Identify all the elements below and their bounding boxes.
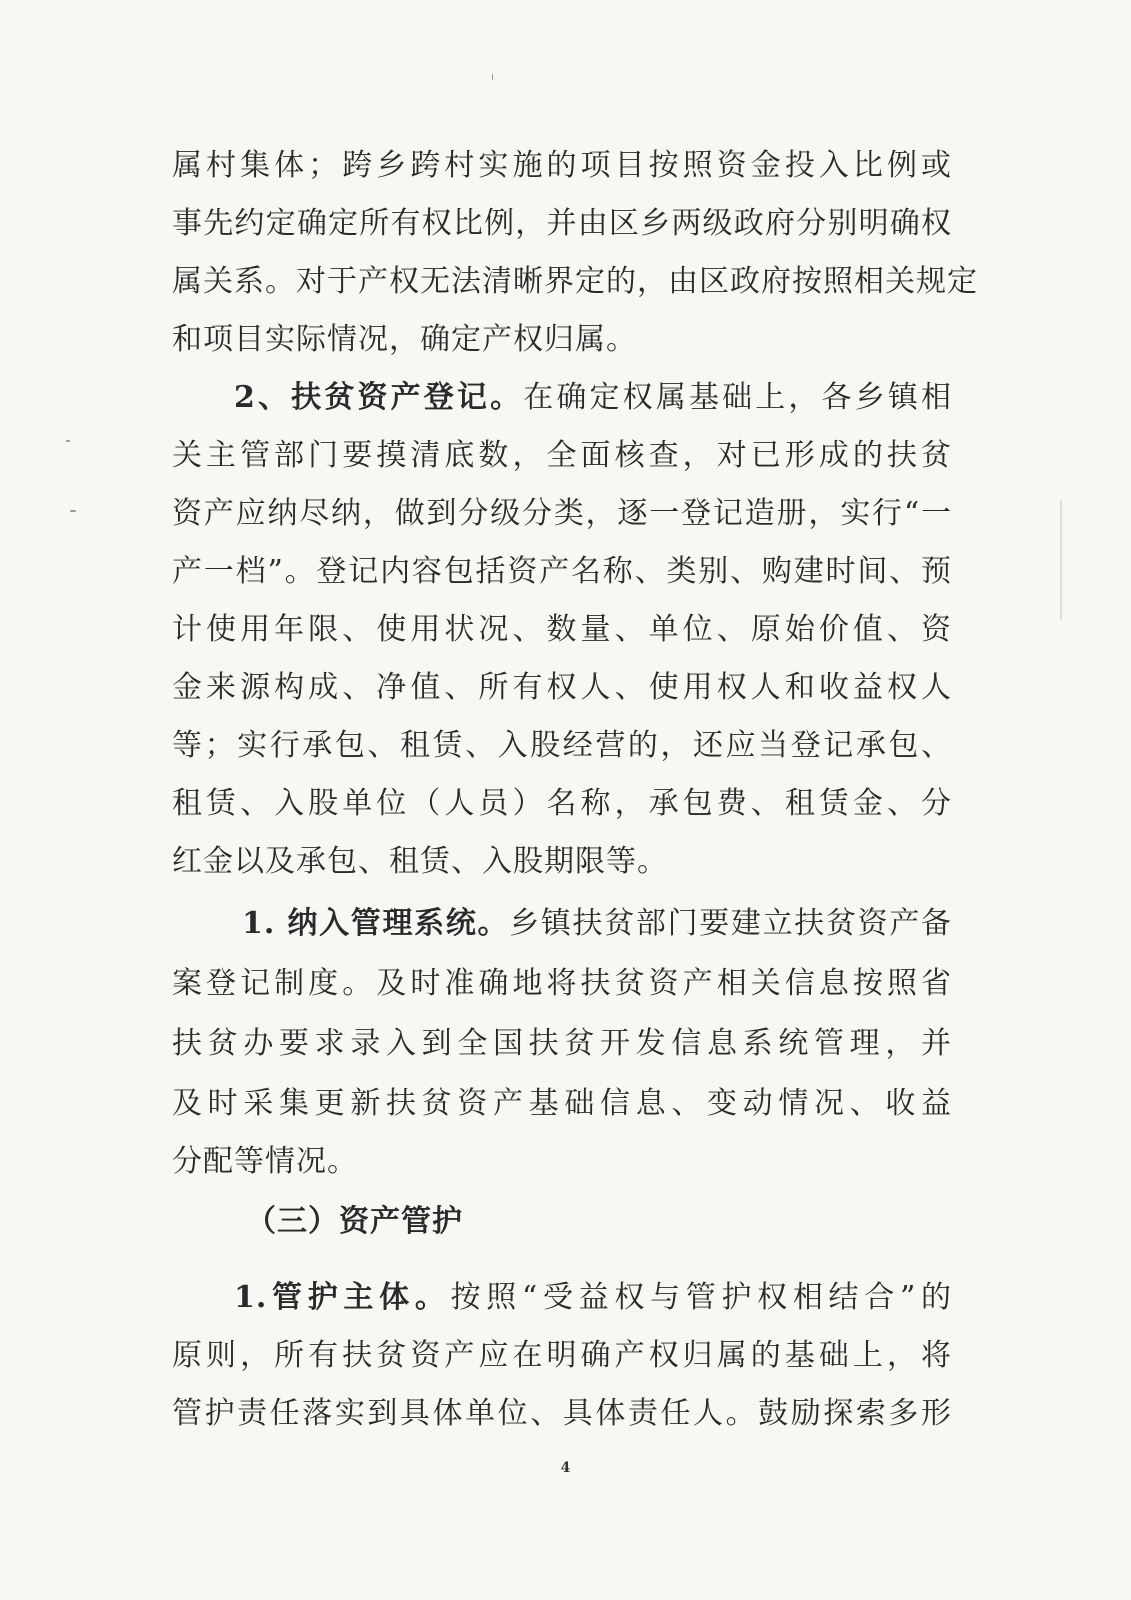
paragraph-text: 乡镇扶贫部门要建立扶贫资产备 [509,906,952,941]
paragraph-first-line [242,904,952,944]
text-line: 关主管部门要摸清底数，全面核查，对已形成的扶贫 [172,438,952,473]
page-number: 4 [560,1460,571,1476]
text-line: 金来源构成、净值、所有权人、使用权人和收益权人 [172,670,952,705]
text-line: 属村集体；跨乡跨村实施的项目按照资金投入比例或 [172,148,952,183]
text-line: 计使用年限、使用状况、数量、单位、原始价值、资 [172,612,952,647]
text-line: 管护责任落实到具体单位、具体责任人。鼓励探索多形 [172,1396,952,1431]
paragraph-heading: 2、扶贫资产登记。 [234,380,524,415]
text-line: 案登记制度。及时准确地将扶贫资产相关信息按照省 [172,966,952,1001]
text-line: 资产应纳尽纳，做到分级分类，逐一登记造册，实行“一 [172,496,952,531]
paragraph-text: 按照“受益权与管护权相结合”的 [450,1280,952,1315]
text-line: 和项目实际情况，确定产权归属。 [172,322,637,357]
paragraph-first-line [234,378,952,418]
text-line: 租赁、入股单位（人员）名称，承包费、租赁金、分 [172,786,952,821]
text-line: 属关系。对于产权无法清晰界定的，由区政府按照相关规定 [172,264,978,299]
text-line: 红金以及承包、租赁、入股期限等。 [172,844,668,879]
section-heading: （三）资产管护 [246,1204,463,1239]
scan-speck [492,74,493,80]
scan-speck [66,440,70,442]
text-line: 及时采集更新扶贫资产基础信息、变动情况、收益 [172,1086,952,1121]
paragraph-heading: 1. 纳入管理系统。 [242,906,510,941]
text-line: 等；实行承包、租赁、入股经营的，还应当登记承包、 [172,728,952,763]
text-line: 原则，所有扶贫资产应在明确产权归属的基础上，将 [172,1338,952,1373]
text-line: 事先约定确定所有权比例，并由区乡两级政府分别明确权 [172,206,952,241]
paragraph-text: 在确定权属基础上，各乡镇相 [523,380,953,415]
text-line: 分配等情况。 [172,1144,358,1179]
text-line: 产一档”。登记内容包括资产名称、类别、购建时间、预 [172,554,952,589]
paragraph-heading: 1.管护主体。 [234,1280,451,1315]
scan-speck [70,510,76,512]
paragraph-first-line [234,1278,952,1318]
scan-edge-mark [1060,500,1062,620]
text-line: 扶贫办要求录入到全国扶贫开发信息系统管理，并 [172,1026,952,1061]
